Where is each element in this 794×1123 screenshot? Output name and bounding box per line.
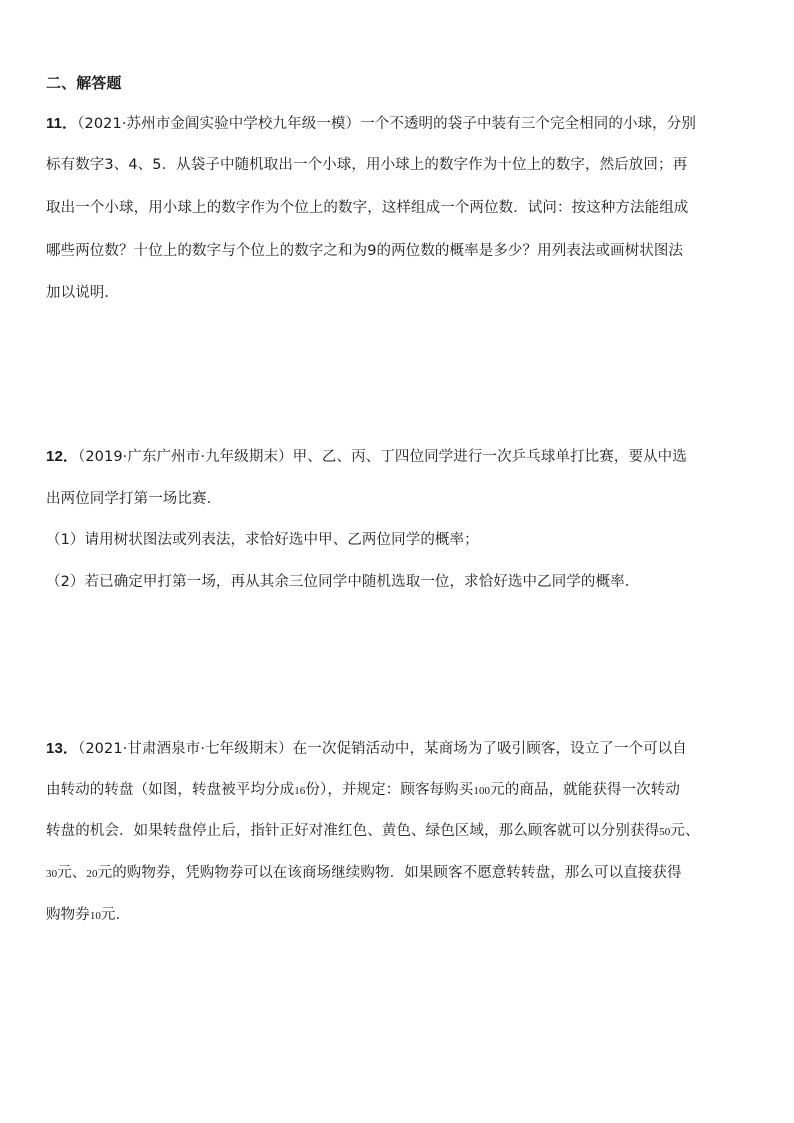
q13-line-4 — [46, 863, 754, 884]
q13-text-2c: 元的商品，就能获得一次转动 — [490, 782, 680, 798]
q11-text-1: 一个不透明的袋子中装有三个完全相同的小球，分别 — [360, 116, 696, 132]
q13-math-30: 30 — [46, 868, 58, 880]
q11-line-5: 加以说明． — [46, 285, 119, 301]
q13-text-2b: 份），并规定：顾客每购买 — [305, 782, 474, 798]
q12-source: （2019·广东广州市·九年级期末） — [78, 449, 293, 465]
q13-text-3b: 元、 — [670, 823, 700, 839]
q13-math-100: 100 — [473, 785, 491, 797]
q12-part-1: （1）请用树状图法或列表法，求恰好选中甲、乙两位同学的概率； — [46, 532, 479, 548]
q13-math-16: 16 — [294, 785, 306, 797]
q12-text-1: 甲、乙、丙、丁四位同学进行一次乒乓球单打比赛，要从中选 — [292, 449, 687, 465]
q11-source: （2021·苏州市金阊实验中学校九年级一模） — [77, 116, 361, 132]
q13-text-1: 在一次促销活动中，某商场为了吸引顾客，设立了一个可以自 — [292, 741, 687, 757]
q13-text-3a: 转盘的机会．如果转盘停止后，指针正好对准红色、黄色、绿色区域，那么顾客就可以分别获得 — [46, 823, 660, 839]
q13-math-50: 50 — [659, 826, 671, 838]
q12-line-1 — [46, 447, 754, 467]
q13-math-10: 10 — [89, 910, 102, 922]
q11-line-3: 取出一个小球，用小球上的数字作为个位上的数字，这样组成一个两位数．试问：按这种方法能组成 — [46, 200, 689, 216]
q13-math-20: 20 — [86, 868, 98, 880]
q12-line-2: 出两位同学打第一场比赛． — [46, 491, 222, 507]
q11-number: 11． — [46, 115, 78, 132]
q11-line-4: 哪些两位数？十位上的数字与个位上的数字之和为9的两位数的概率是多少？用列表法或画树状图法 — [46, 243, 684, 259]
q12-number: 12． — [46, 448, 78, 465]
q13-number: 13． — [46, 740, 78, 757]
q11-line-2: 标有数字3、4、5．从袋子中随机取出一个小球，用小球上的数字作为十位上的数字，然后放回；再 — [46, 157, 688, 173]
q13-line-3 — [46, 821, 754, 842]
q12-part-2: （2）若已确定甲打第一场，再从其余三位同学中随机选取一位，求恰好选中乙同学的概率． — [46, 574, 640, 590]
q13-text-5b: 元． — [101, 907, 131, 923]
section-heading: 二、解答题 — [46, 74, 122, 92]
q13-source: （2021·甘肃酒泉市·七年级期末） — [78, 741, 293, 757]
q13-line-1 — [46, 739, 754, 759]
q13-text-4b: 元的购物券，凭购物券可以在该商场继续购物．如果顾客不愿意转转盘，那么可以直接获得 — [97, 865, 682, 881]
q13-text-5a: 购物券 — [46, 907, 90, 923]
q11-line-1 — [46, 114, 754, 134]
q13-text-2a: 由转动的转盘（如图，转盘被平均分成 — [46, 782, 295, 798]
q13-line-5 — [46, 905, 754, 926]
q13-text-4a: 元、 — [57, 865, 87, 881]
q13-line-2 — [46, 780, 754, 801]
